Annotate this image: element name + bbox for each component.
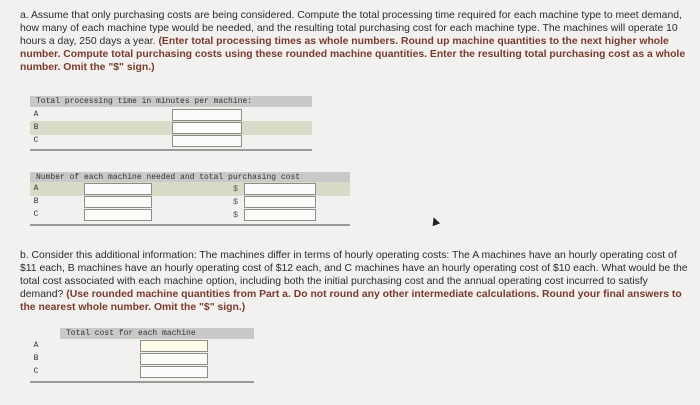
part-a-instructions: (Enter total processing times as whole numbers. Round up machine quantities to the next higher whole number. Compute total purchasing costs using these rounded machine quantities. Enter the resulting total purchasing cost as a whole number. Omit the "$" sign.) <box>20 35 686 73</box>
machines-needed-input-c[interactable] <box>84 209 152 221</box>
row-label-a: A <box>33 110 39 119</box>
table-divider <box>30 149 312 151</box>
table-row <box>30 365 254 379</box>
dollar-sign: $ <box>233 210 239 220</box>
total-cost-header: Total cost for each machine <box>60 328 254 339</box>
table-row <box>30 208 350 222</box>
total-cost-input-c[interactable] <box>140 366 208 378</box>
table-row <box>30 108 312 122</box>
dollar-sign: $ <box>233 184 239 194</box>
table-row <box>30 195 350 209</box>
row-label-b: B <box>33 354 39 363</box>
total-cost-input-b[interactable] <box>140 353 208 365</box>
processing-time-input-c[interactable] <box>172 135 242 147</box>
part-a-intro: a. Assume that only purchasing costs are being considered. Compute the total processing time required for each machine type to meet demand, how many of each machine type would be needed, and the resulting total purchasing cost for each machine type. The machines will operate 10 hours a day, 250 days a year. <box>20 10 682 47</box>
processing-time-input-b[interactable] <box>172 122 242 134</box>
processing-time-input-a[interactable] <box>172 109 242 121</box>
row-label-c: C <box>33 367 39 376</box>
purchasing-cost-input-c[interactable] <box>244 209 316 221</box>
table-divider <box>30 224 350 226</box>
table-row <box>30 352 254 366</box>
part-b-intro: b. Consider this additional information: The machines differ in terms of hourly operating costs: The A machines have an hourly operating cost of $11 each, B machines have an hourly operating cost of $12 each, and C machines have an hourly operating cost of $10 each. What would be the total cost associated with each machine option, including both the initial purchasing cost and the annual operating cost incurred to satisfy demand? <box>20 250 688 300</box>
machines-needed-input-a[interactable] <box>84 183 152 195</box>
purchasing-cost-header: Number of each machine needed and total purchasing cost <box>30 172 350 183</box>
total-cost-input-a[interactable] <box>140 340 208 352</box>
table-row <box>30 121 312 135</box>
part-b-question <box>20 250 688 315</box>
mouse-cursor-icon <box>430 216 440 226</box>
row-label-a: A <box>33 184 39 193</box>
processing-time-header: Total processing time in minutes per machine: <box>30 96 312 107</box>
row-label-b: B <box>33 197 39 206</box>
table-row <box>30 134 312 148</box>
table-row <box>30 339 254 353</box>
machines-needed-input-b[interactable] <box>84 196 152 208</box>
row-label-c: C <box>33 136 39 145</box>
row-label-c: C <box>33 210 39 219</box>
part-a-question <box>20 10 688 75</box>
part-b-instructions: (Use rounded machine quantities from Part a. Do not round any other intermediate calculations. Round your final answers to the nearest whole number. Omit the "$" sign.) <box>20 288 682 313</box>
table-divider <box>30 381 254 383</box>
dollar-sign: $ <box>233 197 239 207</box>
purchasing-cost-input-a[interactable] <box>244 183 316 195</box>
table-row <box>30 182 350 196</box>
purchasing-cost-input-b[interactable] <box>244 196 316 208</box>
row-label-a: A <box>33 341 39 350</box>
row-label-b: B <box>33 123 39 132</box>
